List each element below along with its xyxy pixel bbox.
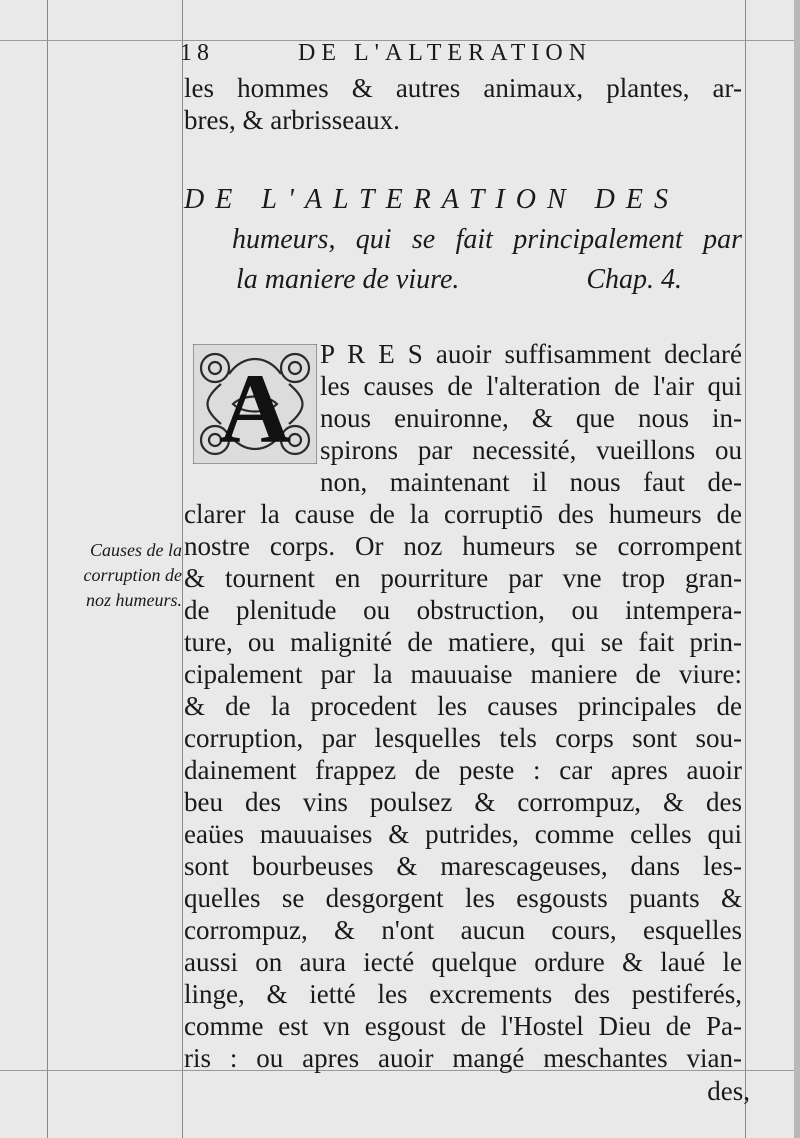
text-line: sont bourbeuses & marescageuses, dans les- (184, 851, 742, 881)
body-paragraph (184, 338, 742, 1074)
text-line: cipalement par la mauuaise maniere de viure: (184, 659, 742, 689)
text-line: corrompuz, & n'ont aucun cours, esquelles (184, 915, 742, 945)
text-line: comme est vn esgoust de l'Hostel Dieu de Pa- (184, 1011, 742, 1041)
text-line: aussi on aura iecté quelque ordure & laué le (184, 947, 742, 977)
text-line: ture, ou malignité de matiere, qui se fait prin- (184, 627, 742, 657)
scan-rule-gutter (182, 0, 183, 1138)
text-line: les hommes & autres animaux, plantes, ar- (184, 73, 742, 103)
text-line: linge, & ietté les excrements des pestiferés, (184, 979, 742, 1009)
scan-rule-left (47, 0, 48, 1138)
text-line: spirons par necessité, vueillons ou (320, 435, 742, 465)
text-line: eaües mauuaises & putrides, comme celles qui (184, 819, 742, 849)
text-line: les causes de l'alteration de l'air qui (320, 371, 742, 401)
text-line: nous enuironne, & que nous in- (320, 403, 742, 433)
page-header (180, 38, 740, 74)
marginal-note-line: corruption de (83, 565, 182, 585)
intro-paragraph (184, 72, 742, 136)
chapter-title-line: DE L'ALTERATION DES (184, 184, 679, 215)
chapter-heading (184, 180, 742, 300)
running-title: DE L'ALTERATION (298, 40, 593, 66)
page-number: 18 (180, 40, 214, 66)
chapter-number: Chap. 4. (586, 264, 682, 295)
text-line: beu des vins poulsez & corrompuz, & des (184, 787, 742, 817)
text-line: de plenitude ou obstruction, ou intempera- (184, 595, 742, 625)
page-edge-shadow (794, 0, 800, 1138)
chapter-subtitle: la maniere de viure. (236, 264, 460, 295)
scan-rule-right (745, 0, 746, 1138)
marginal-note-line: noz humeurs. (85, 590, 182, 610)
text-line: clarer la cause de la corruptiō des humeurs de (184, 499, 742, 529)
marginal-note-line: Causes de la (90, 540, 182, 560)
text-line: dainement frappez de peste : car apres auoir (184, 755, 742, 785)
text-line: ris : ou apres auoir mangé meschantes vian- (184, 1043, 742, 1073)
marginal-note (56, 538, 182, 613)
text-line: bres, & arbrisseaux. (184, 105, 400, 135)
text-line: & de la procedent les causes principales de (184, 691, 742, 721)
chapter-title-line: humeurs, qui se fait principalement par (232, 224, 742, 255)
text-line: P R E S auoir suffisamment declaré (320, 339, 742, 369)
text-line: corruption, par lesquelles tels corps sont sou- (184, 723, 742, 753)
svg-text:A: A (218, 353, 292, 464)
text-line: & tournent en pourriture par vne trop gran- (184, 563, 742, 593)
text-line: non, maintenant il nous faut de- (320, 467, 742, 497)
text-line: quelles se desgorgent les esgousts puants & (184, 883, 742, 913)
text-line: nostre corps. Or noz humeurs se corrompent (184, 531, 742, 561)
chapter-title-line (184, 260, 742, 300)
catchword: des, (707, 1076, 750, 1106)
